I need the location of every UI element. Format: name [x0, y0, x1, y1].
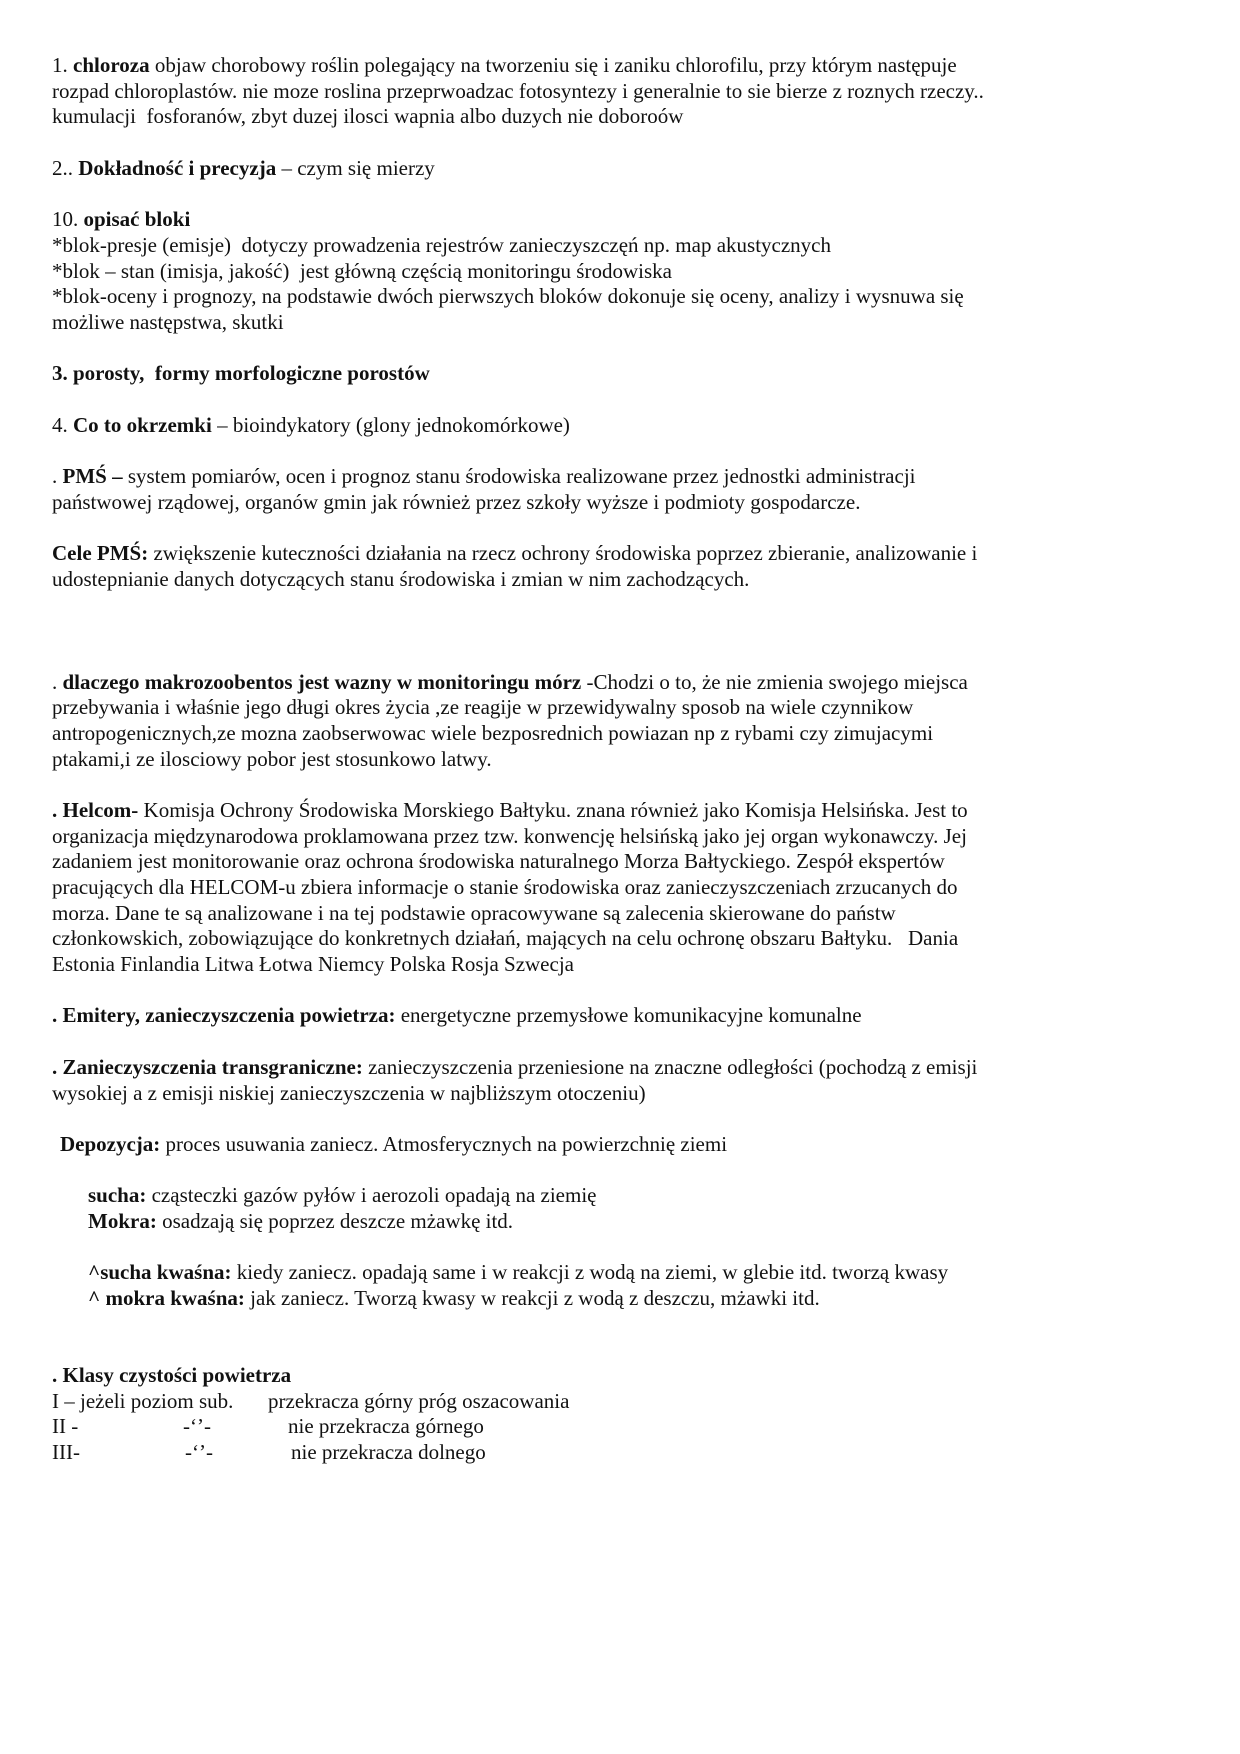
item-number: 10.	[52, 207, 84, 232]
item-bloki	[52, 207, 1172, 335]
class-desc: przekracza górny próg oszacowania	[268, 1388, 570, 1413]
text: wysokiej a z emisji niskiej zanieczyszczenia w najbliższym otoczeniu)	[52, 1080, 646, 1105]
item-dokladnosc	[52, 156, 1172, 182]
item-makrozoobentos	[52, 670, 1172, 773]
text: antropogenicznych,ze mozna zaobserwowac wiele bezposrednich powiazan np z rybami czy zimujacymi	[52, 720, 934, 745]
text: ptakami,i ze ilosciowy pobor jest stosunkowo latwy.	[52, 746, 492, 771]
term: Co to okrzemki	[73, 412, 212, 437]
text: proces usuwania zaniecz. Atmosferycznych na powierzchnię ziemi	[160, 1131, 728, 1156]
item-cele-pms	[52, 541, 1172, 592]
term: Mokra:	[88, 1208, 157, 1233]
term: . Helcom-	[52, 797, 139, 822]
item-kwasne	[52, 1260, 1172, 1311]
text: państwowej rządowej, organów gmin jak również przez szkoły wyższe i podmioty gospodarcze.	[52, 489, 861, 514]
text: system pomiarów, ocen i prognoz stanu środowiska realizowane przez jednostki administracji	[122, 464, 916, 488]
text: Komisja Ochrony Środowiska Morskiego Bałtyku. znana również jako Komisja Helsińska. Jest to	[138, 797, 968, 822]
text: zanieczyszczenia przeniesione na znaczne odległości (pochodzą z emisji	[362, 1054, 978, 1079]
term: dlaczego makrozoobentos jest wazny w monitoringu mórz	[62, 669, 582, 694]
heading-klasy: . Klasy czystości powietrza	[52, 1363, 292, 1388]
term: Dokładność i precyzja	[78, 155, 277, 180]
klasy-row	[52, 1414, 1172, 1440]
ditto-mark: -‘’-	[183, 1414, 211, 1439]
item-chloroza	[52, 53, 1172, 130]
text: *blok – stan (imisja, jakość) jest główną częścią monitoringu środowiska	[52, 258, 672, 283]
item-depozycja	[52, 1132, 1172, 1158]
term: Depozycja:	[60, 1131, 161, 1156]
term: . Emitery, zanieczyszczenia powietrza:	[52, 1003, 396, 1028]
text: -Chodzi o to, że nie zmienia swojego miejsca	[581, 669, 968, 694]
text: kumulacji fosforanów, zbyt duzej ilosci wapnia albo duzych nie doboroów	[52, 104, 684, 129]
text: energetyczne przemysłowe komunikacyjne komunalne	[395, 1003, 862, 1028]
term: Cele PMŚ:	[52, 541, 149, 566]
text: członkowskich, zobowiązujące do konkretnych działań, mających na celu ochronę obszaru Bałtyku. Dania	[52, 926, 959, 951]
item-emitery	[52, 1003, 1172, 1029]
text: .	[52, 464, 63, 488]
text: kiedy zaniecz. opadają same i w reakcji z wodą na ziemi, w glebie itd. tworzą kwasy	[231, 1260, 949, 1285]
text: przebywania i właśnie jego długi okres życia ,ze reagije w przewidywalny sposob na wiele czynnikow	[52, 695, 914, 720]
term: chloroza	[73, 53, 150, 77]
text: możliwe następstwa, skutki	[52, 309, 284, 334]
item-klasy	[52, 1363, 1172, 1466]
text: *blok-oceny i prognozy, na podstawie dwóch pierwszych bloków dokonuje się oceny, analizy i wysnuwa się	[52, 284, 964, 309]
text: – bioindykatory (glony jednokomórkowe)	[211, 412, 570, 437]
item-number: 2..	[52, 155, 79, 180]
class-label: II -	[52, 1414, 79, 1439]
item-depozycja-types	[52, 1183, 1172, 1234]
text: morza. Dane te są analizowane i na tej podstawie opracowywane są zalecenia skierowane do państw	[52, 900, 896, 925]
text: jak zaniecz. Tworzą kwasy w reakcji z wodą z deszczu, mżawki itd.	[244, 1286, 820, 1310]
term: ^ mokra kwaśna:	[88, 1286, 245, 1310]
term: opisać bloki	[83, 207, 191, 232]
text: .	[52, 669, 63, 694]
class-desc: nie przekracza dolnego	[291, 1440, 486, 1465]
heading-porosty: 3. porosty, formy morfologiczne porostów	[52, 361, 430, 386]
text: pracujących dla HELCOM-u zbiera informacje o stanie środowiska oraz zanieczyszczeniach zrzucanych do	[52, 875, 958, 899]
item-pms	[52, 464, 1172, 515]
text: Estonia Finlandia Litwa Łotwa Niemcy Polska Rosja Szwecja	[52, 952, 574, 977]
ditto-mark: -‘’-	[185, 1440, 213, 1465]
term: PMŚ –	[62, 464, 123, 488]
text: osadzają się poprzez deszcze mżawkę itd.	[156, 1208, 514, 1233]
item-okrzemki	[52, 413, 1172, 439]
item-number: 1.	[52, 53, 73, 77]
text: zwiększenie kuteczności działania na rzecz ochrony środowiska poprzez zbieranie, analizowanie i	[148, 541, 978, 566]
item-helcom	[52, 798, 1172, 978]
term: sucha:	[88, 1183, 147, 1208]
klasy-row	[52, 1389, 1172, 1415]
text: – czym się mierzy	[276, 155, 435, 180]
klasy-row	[52, 1440, 1172, 1466]
class-desc: nie przekracza górnego	[288, 1414, 484, 1439]
text: rozpad chloroplastów. nie moze roslina przeprwoadzac fotosyntezy i generalnie to sie bierze z roznych rzeczy..	[52, 78, 984, 103]
text: udostepnianie danych dotyczących stanu środowiska i zmian w nim zachodzących.	[52, 566, 750, 591]
text: organizacja międzynarodowa proklamowana przez tzw. konwencję helsińską jako jej organ wykonawczy. Jej	[52, 823, 967, 848]
term: ^sucha kwaśna:	[88, 1260, 232, 1285]
text: zadaniem jest monitorowanie oraz ochrona środowiska naturalnego Morza Bałtyckiego. Zespół ekspertów	[52, 849, 945, 874]
document-page	[52, 53, 1172, 1466]
text: objaw chorobowy roślin polegający na tworzeniu się i zaniku chlorofilu, przy którym następuje	[149, 53, 957, 77]
term: . Zanieczyszczenia transgraniczne:	[52, 1054, 363, 1079]
class-label: I – jeżeli poziom sub.	[52, 1388, 234, 1413]
text: cząsteczki gazów pyłów i aerozoli opadają na ziemię	[146, 1183, 597, 1208]
text: *blok-presje (emisje) dotyczy prowadzenia rejestrów zanieczyszczęń np. map akustycznych	[52, 232, 831, 257]
item-transgraniczne	[52, 1055, 1172, 1106]
item-number: 4.	[52, 412, 73, 437]
class-label: III-	[52, 1440, 80, 1465]
